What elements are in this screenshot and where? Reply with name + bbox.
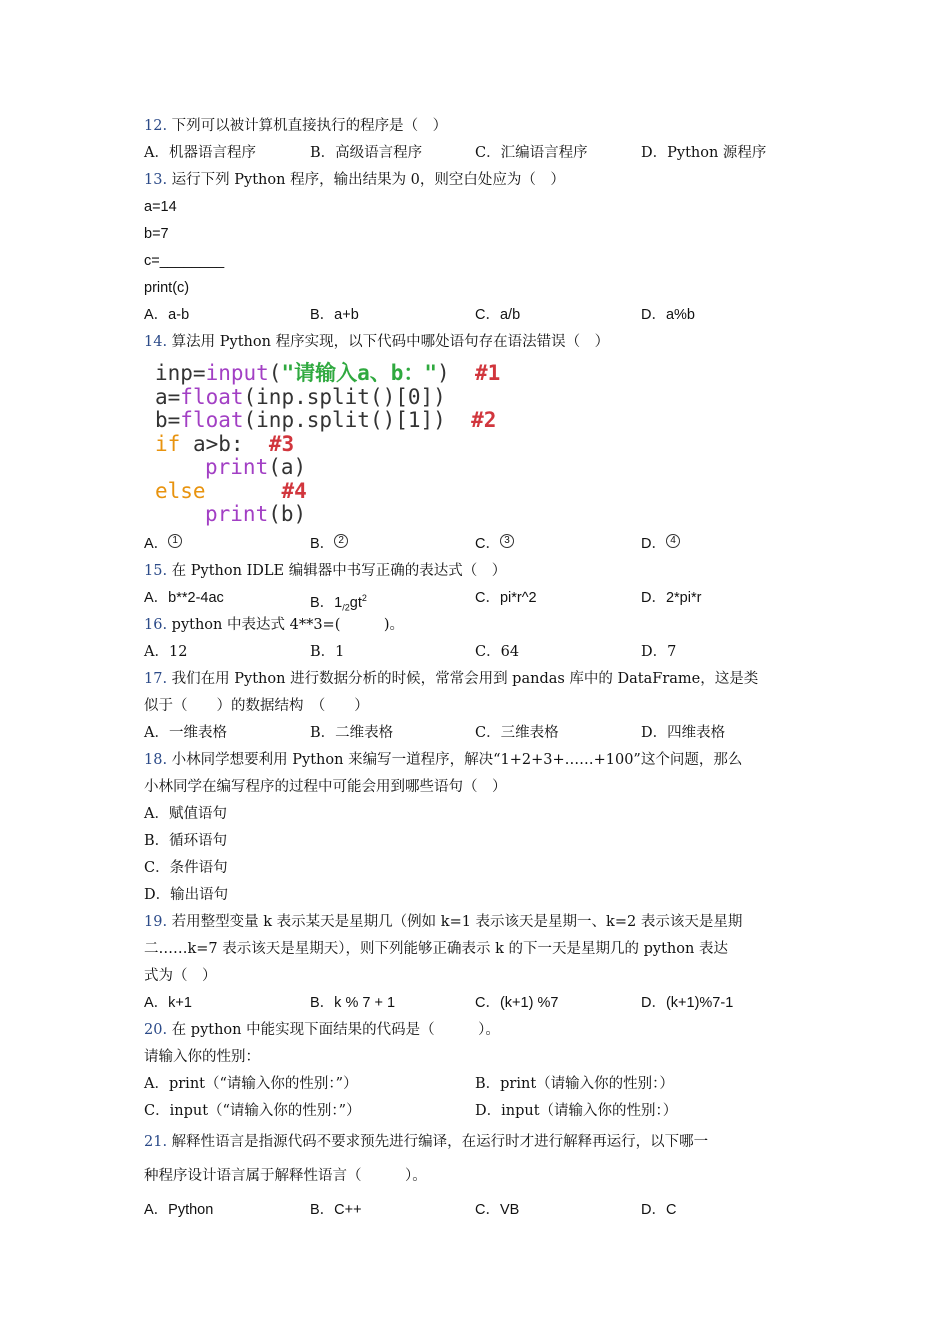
options-19 [144,990,814,1017]
options-20-row1 [144,1071,814,1098]
code-token: else [155,478,206,503]
code-token: (inp.split()[0]) [243,384,446,409]
code-token: (b) [268,502,307,526]
question-text: 我们在用 Python 进行数据分析的时候，常常会用到 pandas 库中的 DataFrame，这是类 [171,670,759,687]
question-number: 16. [144,616,168,633]
option-b: B．C++ [310,1201,362,1218]
option-c: C．三维表格 [475,724,559,741]
circled-number-icon: 4 [666,534,680,548]
option-label: C． [475,535,500,552]
question-text: 若用整型变量 k 表示某天是星期几（例如 k=1 表示该天是星期一、k=2 表示该天是星期 [171,913,743,930]
question-text: 在 Python IDLE 编辑器中书写正确的表达式（ ） [171,562,507,579]
option-b [310,531,348,558]
question-14 [144,329,814,356]
option-a: A．一维表格 [144,724,227,741]
code-comment: #1 [474,361,501,385]
option-b: B．print（请输入你的性别：） [475,1075,674,1092]
question-17 [144,666,814,693]
code-token: ( [268,361,282,385]
option-c: C．VB [475,1201,520,1218]
option-a: A．赋值语句 [144,805,227,822]
code-token: print [205,455,269,479]
question-text: 解释性语言是指源代码不要求预先进行编译，在运行时才进行解释再运行，以下哪一 [171,1133,709,1150]
question-19 [144,909,814,936]
question-15 [144,558,814,585]
question-text-cont: 二……k=7 表示该天是星期天），则下列能够正确表示 k 的下一天是星期几的 python 表达 [144,940,728,957]
code-token: ) [437,361,450,385]
code-token: (a) [268,455,307,479]
question-number: 19. [144,913,168,930]
code-token: float [180,384,244,409]
option-a: A．print（“请输入你的性别：”） [144,1075,358,1092]
option-a: A．a-b [144,307,190,323]
circled-number-icon: 3 [500,534,514,548]
code-image [155,362,814,527]
code-line-1 [155,362,814,386]
question-text: 小林同学想要利用 Python 来编写一道程序，解决“1+2+3+……+100”这个问题，那么 [171,751,743,768]
option-c: C．input（“请输入你的性别：”） [144,1102,361,1119]
option-label: B． [310,535,335,552]
code-token: "请输入a、b：" [281,361,438,385]
code-token: if [155,431,181,456]
question-20 [144,1017,814,1044]
options-12 [144,140,814,167]
code-token: b= [155,408,181,432]
option-a: A．b**2-4ac [144,589,224,606]
code-token: input [205,361,269,385]
code-comment: #4 [281,478,307,503]
question-text-cont: 小林同学在编写程序的过程中可能会用到哪些语句（ ） [144,778,507,795]
options-21 [144,1193,814,1227]
options-15 [144,585,814,612]
option-d: D．四维表格 [641,724,726,741]
option-c: C．条件语句 [144,859,228,876]
option-b: B．二维表格 [310,724,394,741]
code-token: inp= [155,361,206,385]
question-18 [144,747,814,774]
option-b: B．k % 7 + 1 [310,994,396,1011]
option-label: A． [144,535,169,552]
code-token: print [205,502,269,526]
question-text-cont: 似于（ ）的数据结构 （ ） [144,697,369,714]
option-a: A．机器语言程序 [144,145,256,161]
code-line: c=________ [144,253,225,269]
question-13 [144,167,814,194]
option-d [641,531,680,558]
circled-number-icon: 2 [334,534,348,548]
option-label: D． [641,535,666,552]
question-number: 18. [144,751,168,768]
option-d: D．C [641,1201,677,1218]
option-c: C．pi*r^2 [475,589,537,606]
question-text: python 中表达式 4**3=( )。 [171,616,405,633]
code-token: a>b: [180,431,244,456]
question-text-cont: 种程序设计语言属于解释性语言（ ）。 [144,1167,427,1184]
code-line-2 [155,386,814,410]
question-number: 12. [144,118,168,134]
option-b: B．1 [310,643,345,660]
question-number: 21. [144,1133,168,1150]
option-text: gt [349,594,362,611]
sample-output: 请输入你的性别： [144,1048,260,1065]
option-b: B．循环语句 [144,832,228,849]
option-c: C．汇编语言程序 [475,145,588,161]
code-line: a=14 [144,199,177,215]
question-number: 15. [144,562,168,579]
question-16 [144,612,814,639]
options-20-row2 [144,1098,814,1125]
option-a [144,531,182,558]
question-text: 在 python 中能实现下面结果的代码是（ ）。 [171,1021,500,1038]
question-text: 算法用 Python 程序实现，以下代码中哪处语句存在语法错误（ ） [171,334,610,350]
option-d: D．a%b [641,307,695,323]
option-d: D．input（请输入你的性别：） [475,1102,678,1119]
code-line: b=7 [144,226,169,242]
question-12 [144,113,814,140]
code-line-3 [155,409,814,433]
code-token: a= [155,384,181,409]
question-text: 运行下列 Python 程序，输出结果为 0，则空白处应为（ ） [171,172,565,188]
options-17 [144,720,814,747]
option-d: D．2*pi*r [641,589,702,606]
option-a: A．12 [144,643,188,660]
option-d: D．(k+1)%7-1 [641,994,734,1011]
subscript: /2 [342,602,350,613]
superscript: 2 [361,592,367,603]
option-d: D．Python 源程序 [641,145,767,161]
option-c: C．a/b [475,307,521,323]
option-a: A．Python [144,1201,214,1218]
code-line-5 [155,456,814,480]
option-d: D．输出语句 [144,886,229,903]
code-comment: #3 [268,431,295,456]
exam-content [144,113,814,1227]
question-21 [144,1125,814,1159]
question-number: 13. [144,172,168,188]
question-text-cont: 式为（ ） [144,967,217,984]
option-label: B．1 [310,594,343,611]
option-c [475,531,514,558]
code-line-6 [155,480,814,504]
question-number: 17. [144,670,168,687]
option-c: C．64 [475,643,520,660]
option-b: B．高级语言程序 [310,145,423,161]
option-b: B．a+b [310,307,359,323]
code-line: print(c) [144,280,190,296]
option-d: D．7 [641,643,677,660]
options-14 [144,531,814,558]
options-16 [144,639,814,666]
question-text: 下列可以被计算机直接执行的程序是（ ） [171,118,448,134]
code-comment: #2 [471,408,497,432]
options-13 [144,302,814,329]
circled-number-icon: 1 [168,534,182,548]
code-line-7 [155,503,814,527]
code-line-4 [155,433,814,457]
code-token: float [180,408,244,432]
question-number: 14. [144,334,168,350]
code-token: (inp.split()[1]) [243,408,446,432]
option-a: A．k+1 [144,994,192,1011]
option-c: C．(k+1) %7 [475,994,559,1011]
question-number: 20. [144,1021,168,1038]
